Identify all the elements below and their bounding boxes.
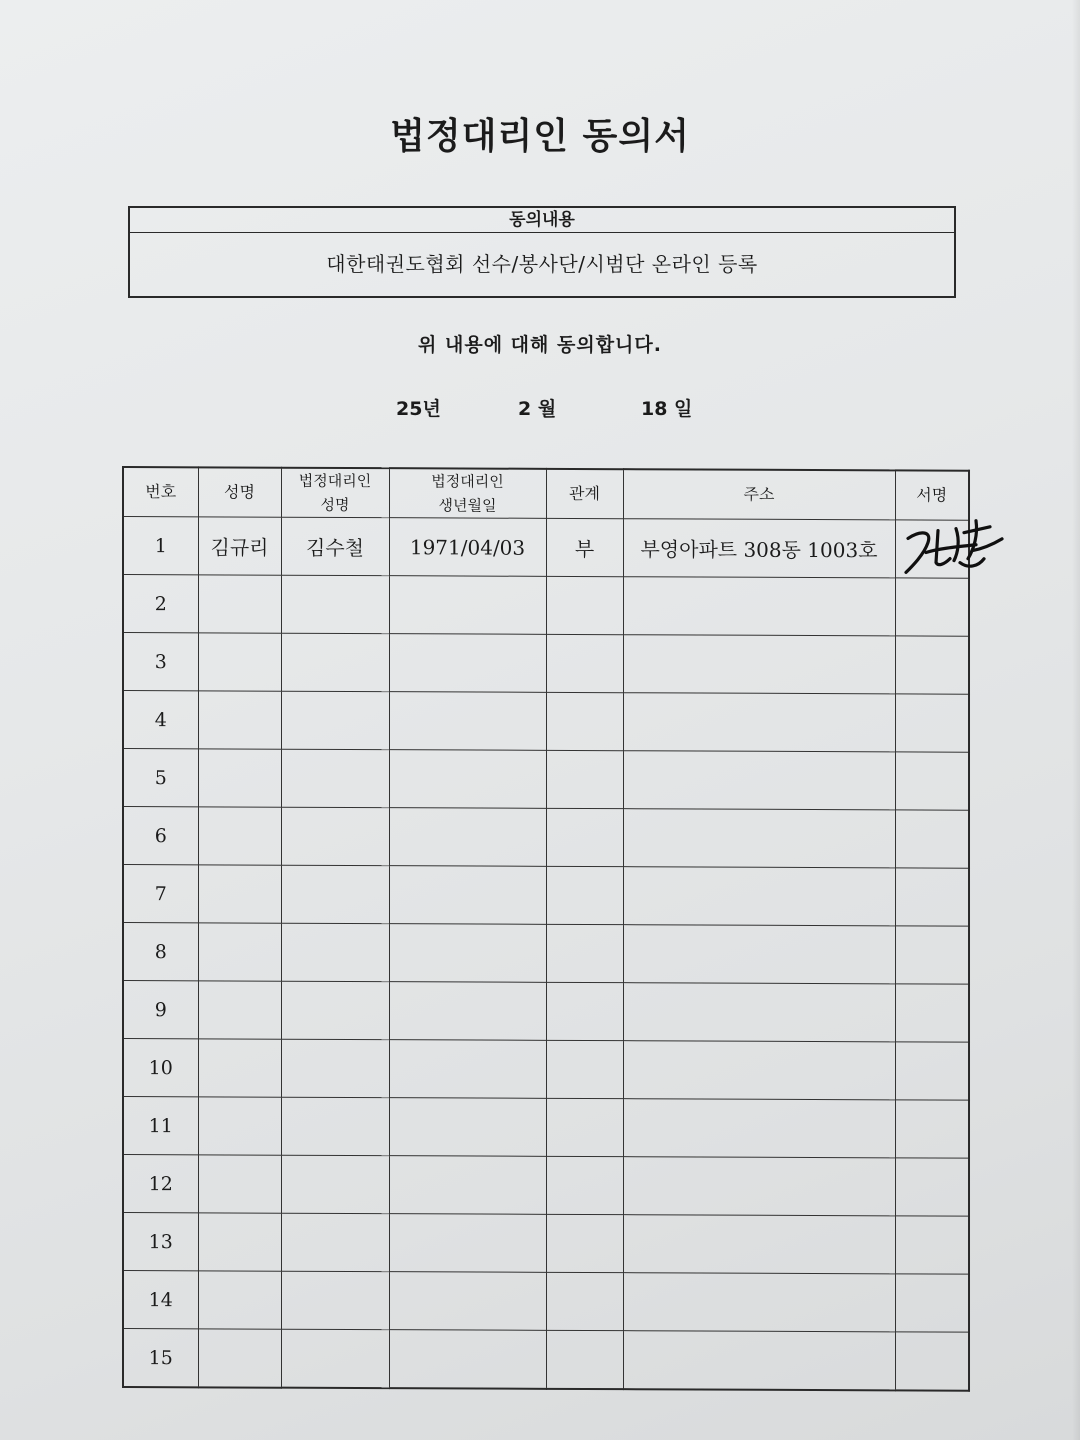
table-row [123,1212,969,1274]
cell-no: 2 [123,575,198,633]
cell-name [198,865,281,923]
cell-signature [895,636,969,694]
cell-address [623,809,895,868]
table-row [123,517,969,579]
cell-guardian-name [281,1097,389,1155]
table-row [123,807,969,869]
cell-signature [895,926,969,984]
cell-relation: 부 [546,518,623,576]
cell-name [198,1271,281,1329]
roster-body [123,517,969,1391]
cell-no: 5 [123,749,198,807]
cell-relation [546,750,623,808]
cell-relation [546,808,623,866]
cell-guardian-birth [389,1098,546,1157]
cell-signature [895,578,969,636]
cell-guardian-name [281,807,389,865]
consent-body: 대한태권도협회 선수/봉사단/시범단 온라인 등록 [326,252,758,276]
cell-no: 6 [123,807,198,865]
cell-no: 1 [123,517,198,575]
cell-signature [895,520,969,578]
cell-guardian-birth [389,924,546,983]
cell-guardian-birth [389,808,546,867]
cell-address [623,751,895,810]
header-guardian-name [281,468,389,518]
cell-name [198,1155,281,1213]
cell-name [198,1329,281,1388]
cell-guardian-name [281,981,389,1039]
cell-signature [895,1274,969,1332]
cell-name [198,575,281,633]
cell-address [623,1273,895,1332]
header-address: 주소 [623,469,895,520]
cell-signature [895,984,969,1042]
header-guardian-birth [389,468,546,518]
roster-table [122,466,970,1392]
header-guardian-name-line2: 성명 [320,495,350,514]
table-row [123,980,969,1042]
cell-guardian-birth: 1971/04/03 [389,518,546,577]
cell-guardian-name [281,633,389,691]
cell-name: 김규리 [198,517,281,575]
header-name: 성명 [198,467,281,517]
cell-address [623,1215,895,1274]
cell-relation [546,1098,623,1156]
cell-relation [546,1272,623,1330]
cell-guardian-name [281,923,389,981]
cell-address: 부영아파트 308동 1003호 [623,519,895,578]
table-row [123,749,969,811]
cell-relation [546,634,623,692]
cell-guardian-name [281,691,389,749]
cell-no: 13 [123,1212,198,1270]
date-year: 25년 [396,398,441,420]
cell-name [198,981,281,1039]
table-row [123,1328,969,1390]
cell-no: 12 [123,1154,198,1212]
cell-address [623,1099,895,1158]
cell-signature [895,1100,969,1158]
cell-relation [546,924,623,982]
handwritten-signature [898,508,1008,586]
cell-guardian-name: 김수철 [281,517,389,575]
cell-relation [546,1156,623,1214]
table-row [123,1038,969,1100]
cell-address [623,577,895,636]
cell-no: 11 [123,1096,198,1154]
cell-no: 8 [123,923,198,981]
cell-guardian-name [281,865,389,923]
table-row [123,1154,969,1216]
cell-signature [895,1216,969,1274]
header-relation: 관계 [546,469,623,519]
cell-signature [895,1158,969,1216]
cell-guardian-birth [389,1156,546,1215]
cell-name [198,923,281,981]
cell-guardian-birth [389,634,546,693]
cell-name [198,1097,281,1155]
header-guardian-name-line1: 법정대리인 [298,471,372,491]
cell-no: 10 [123,1038,198,1096]
cell-relation [546,1330,623,1389]
cell-guardian-name [281,1213,389,1271]
cell-name [198,749,281,807]
cell-address [623,925,895,984]
cell-signature [895,694,969,752]
cell-guardian-name [281,1271,389,1329]
header-guardian-birth-line2: 생년월일 [438,496,497,515]
date-row [0,394,1080,422]
date-month: 2 월 [518,398,557,420]
cell-signature [895,810,969,868]
cell-signature [895,1332,969,1391]
cell-address [623,693,895,752]
cell-guardian-name [281,575,389,633]
table-row [123,633,969,695]
cell-address [623,1157,895,1216]
cell-guardian-birth [389,1040,546,1099]
table-row [123,865,969,927]
cell-guardian-birth [389,1330,546,1389]
cell-no: 7 [123,865,198,923]
header-signature: 서명 [895,470,969,520]
cell-relation [546,1040,623,1098]
page-edge-shadow [1072,0,1080,1440]
cell-guardian-name [281,1155,389,1213]
cell-guardian-birth [389,1214,546,1273]
cell-no: 15 [123,1328,198,1387]
cell-address [623,983,895,1042]
cell-signature [895,1042,969,1100]
document-title: 법정대리인 동의서 [390,116,690,157]
table-row [123,1270,969,1332]
cell-name [198,807,281,865]
cell-name [198,691,281,749]
cell-name [198,633,281,691]
cell-guardian-birth [389,576,546,635]
cell-address [623,867,895,926]
roster-table-wrap [122,466,968,1390]
cell-guardian-name [281,749,389,807]
header-guardian-birth-line1: 법정대리인 [431,472,504,491]
cell-address [623,1041,895,1100]
cell-no: 3 [123,633,198,691]
cell-guardian-birth [389,982,546,1041]
cell-signature [895,868,969,926]
table-row [123,923,969,985]
cell-name [198,1213,281,1271]
table-row [123,575,969,637]
cell-no: 14 [123,1270,198,1328]
cell-signature [895,752,969,810]
consent-header: 동의내용 [130,208,954,233]
table-row [123,691,969,753]
cell-name [198,1039,281,1097]
cell-guardian-birth [389,692,546,751]
cell-address [623,635,895,694]
cell-guardian-birth [389,866,546,925]
header-no: 번호 [123,467,198,517]
cell-relation [546,866,623,924]
cell-no: 9 [123,980,198,1038]
consent-box [128,206,956,298]
cell-guardian-name [281,1039,389,1097]
cell-guardian-birth [389,1272,546,1331]
cell-guardian-birth [389,750,546,809]
cell-relation [546,982,623,1040]
cell-relation [546,1214,623,1272]
cell-no: 4 [123,691,198,749]
table-row [123,1096,969,1158]
cell-address [623,1331,895,1391]
cell-relation [546,576,623,634]
table-header-row [123,467,969,520]
cell-relation [546,692,623,750]
agree-statement: 위 내용에 대해 동의합니다. [418,334,662,356]
date-day: 18 일 [641,398,693,420]
cell-guardian-name [281,1329,389,1388]
